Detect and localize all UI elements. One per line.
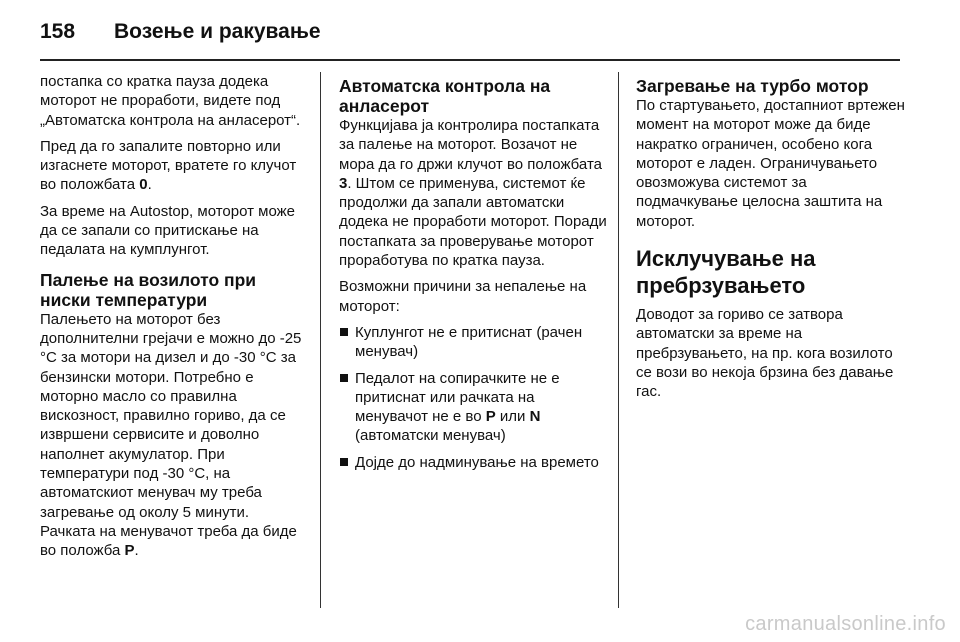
- list-item: Педалот на сопирачките не е притиснат или рачката на менувачот не е во P или N (автоматски менувач): [339, 369, 607, 446]
- bullet-square-icon: [340, 328, 348, 336]
- paragraph-reasons: Возможни причини за непалење на моторот:: [339, 278, 587, 315]
- heading-cold-start: Палење на возилото при ниски температури: [40, 269, 257, 310]
- section-title: Возење и ракување: [114, 20, 321, 43]
- column-3: [636, 72, 906, 409]
- heading-overrun-cutoff: Исклучување на пребрзувањето: [636, 246, 816, 299]
- paragraph-autostop: За време на Autostop, моторот може да се запали со притискање на педалата на кумплунгот.: [40, 202, 296, 259]
- column-divider-2: [618, 72, 619, 608]
- paragraph-continuation: постапка со кратка пауза додека моторот не проработи, видете под „Автоматска контрола на анласерот“.: [40, 73, 301, 129]
- heading-turbo-warmup: Загревање на турбо мотор: [636, 76, 869, 96]
- paragraph-key-position: Пред да го запалите повторно или изгаснете моторот, вратете го клучот во положбата 0.: [40, 137, 297, 194]
- bullet-square-icon: [340, 374, 348, 382]
- bullet-square-icon: [340, 458, 348, 466]
- paragraph-overrun-cutoff: Доводот за гориво се затвора автоматски за време на пребрзувањето, на пр. кога возилото се вози во некоја брзина без давање гас.: [636, 306, 894, 401]
- page-header: [40, 14, 321, 50]
- paragraph-auto-starter: Функцијава ја контролира постапката за палење на моторот. Возачот не мора да го држи клучот во положбата 3. Штом се применува, системот ќе продолжи да запали автоматски додека не проработи моторот. Поради постапката за проверување моторот проработува по кратка пауза.: [339, 117, 607, 270]
- column-divider-1: [320, 72, 321, 608]
- watermark: carmanualsonline.info: [745, 613, 946, 635]
- list-item: Куплунгот не е притиснат (рачен менувач): [339, 323, 607, 362]
- key-position-0: 0: [139, 176, 148, 194]
- header-divider: [40, 59, 900, 61]
- page-number: 158: [40, 20, 76, 43]
- gear-position-p: P: [124, 542, 135, 560]
- paragraph-cold-start: Палењето на моторот без дополнителни грејачи е можно до -25 °C за мотори на дизел и до -30 °C за бензински мотори. Потребно е моторно масло со правилна вискозност, правилно гориво, да се извршени сервисите и доволно наполнет акумулатор. При температури под -30 °C, на автоматскиот менувач му треба загревање од околу 5 минути. Рачката на менувачот треба да биде во положба P.: [40, 310, 302, 560]
- heading-auto-starter: Автоматска контрола на анласерот: [339, 76, 551, 116]
- column-1: [40, 72, 308, 568]
- paragraph-turbo-warmup: По стартувањето, достапниот вртежен момент на моторот може да биде накратко ограничен, особено кога моторот е ладен. Ограничувањето овозможува системот за подмачкување целосна заштита на моторот.: [636, 97, 905, 230]
- column-2: [339, 72, 607, 479]
- list-item: Дојде до надминување на времето: [339, 453, 607, 472]
- key-position-3: 3: [339, 174, 348, 192]
- reasons-list: [339, 323, 607, 472]
